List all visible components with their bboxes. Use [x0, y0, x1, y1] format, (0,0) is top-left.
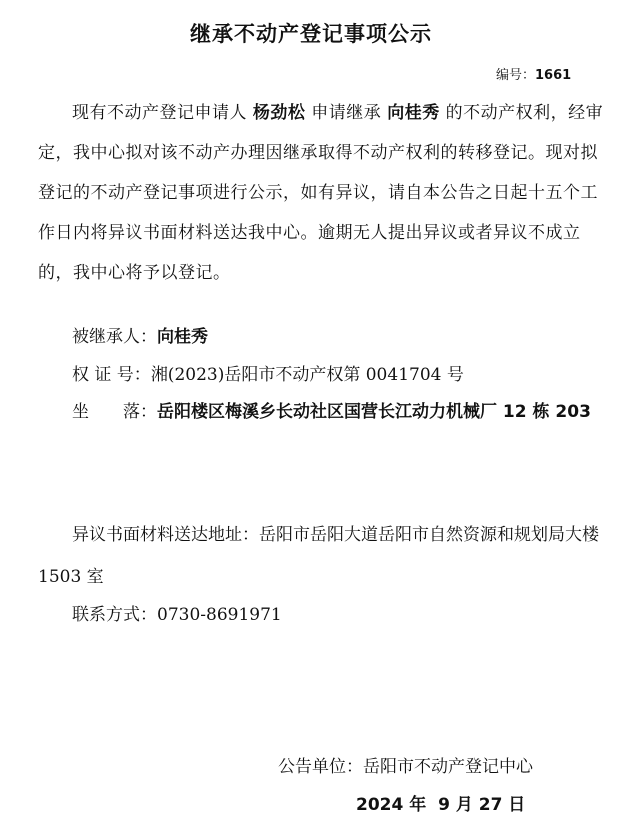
document-title: 继承不动产登记事项公示 [190, 22, 432, 46]
contact-label: 联系方式： [72, 605, 157, 625]
certificate-label: 权 证 号： [72, 365, 151, 385]
decedent-label: 被继承人： [72, 327, 157, 347]
paragraph-mid: 申请继承 [305, 103, 388, 123]
serial-label: 编号： [496, 68, 536, 83]
location-label: 坐 落： [72, 402, 157, 422]
applicant-name: 杨劲松 [252, 103, 306, 123]
certificate-value: 湘(2023)岳阳市不动产权第 0041704 号 [150, 365, 464, 385]
paragraph-rest: 的不动产权利，经审定，我中心拟对该不动产办理因继承取得不动产权利的转移登记。现对拟登记的不动产登记事项进行公示，如有异议，请自本公告之日起十五个工作日内将异议书面材料送达我中心。逾期无人提出异议或者异议不成立的，我中心将予以登记。 [38, 103, 604, 283]
serial-number [496, 64, 571, 83]
paragraph-intro: 现有不动产登记申请人 [72, 103, 253, 123]
issuing-unit [278, 752, 533, 777]
issuing-unit-label: 公告单位： [278, 757, 363, 777]
decedent-value: 向桂秀 [157, 327, 208, 347]
issue-date: 2024 年 9 月 27 日 [356, 795, 526, 815]
decedent-row [72, 322, 208, 347]
location-value: 岳阳楼区梅溪乡长动社区国营长江动力机械厂 12 栋 203 [157, 402, 591, 422]
objection-address-label: 异议书面材料送达地址： [72, 525, 259, 545]
notice-paragraph [38, 93, 608, 293]
certificate-row [72, 360, 464, 385]
contact-row [72, 600, 282, 625]
location-row [38, 391, 608, 433]
contact-value: 0730-8691971 [157, 605, 282, 625]
serial-value: 1661 [535, 68, 572, 83]
objection-address-value: 岳阳市岳阳大道岳阳市自然资源和规划局大楼 1503 室 [38, 525, 599, 587]
decedent-name: 向桂秀 [387, 103, 440, 123]
issuing-unit-value: 岳阳市不动产登记中心 [363, 757, 533, 777]
objection-address-row [38, 514, 608, 598]
